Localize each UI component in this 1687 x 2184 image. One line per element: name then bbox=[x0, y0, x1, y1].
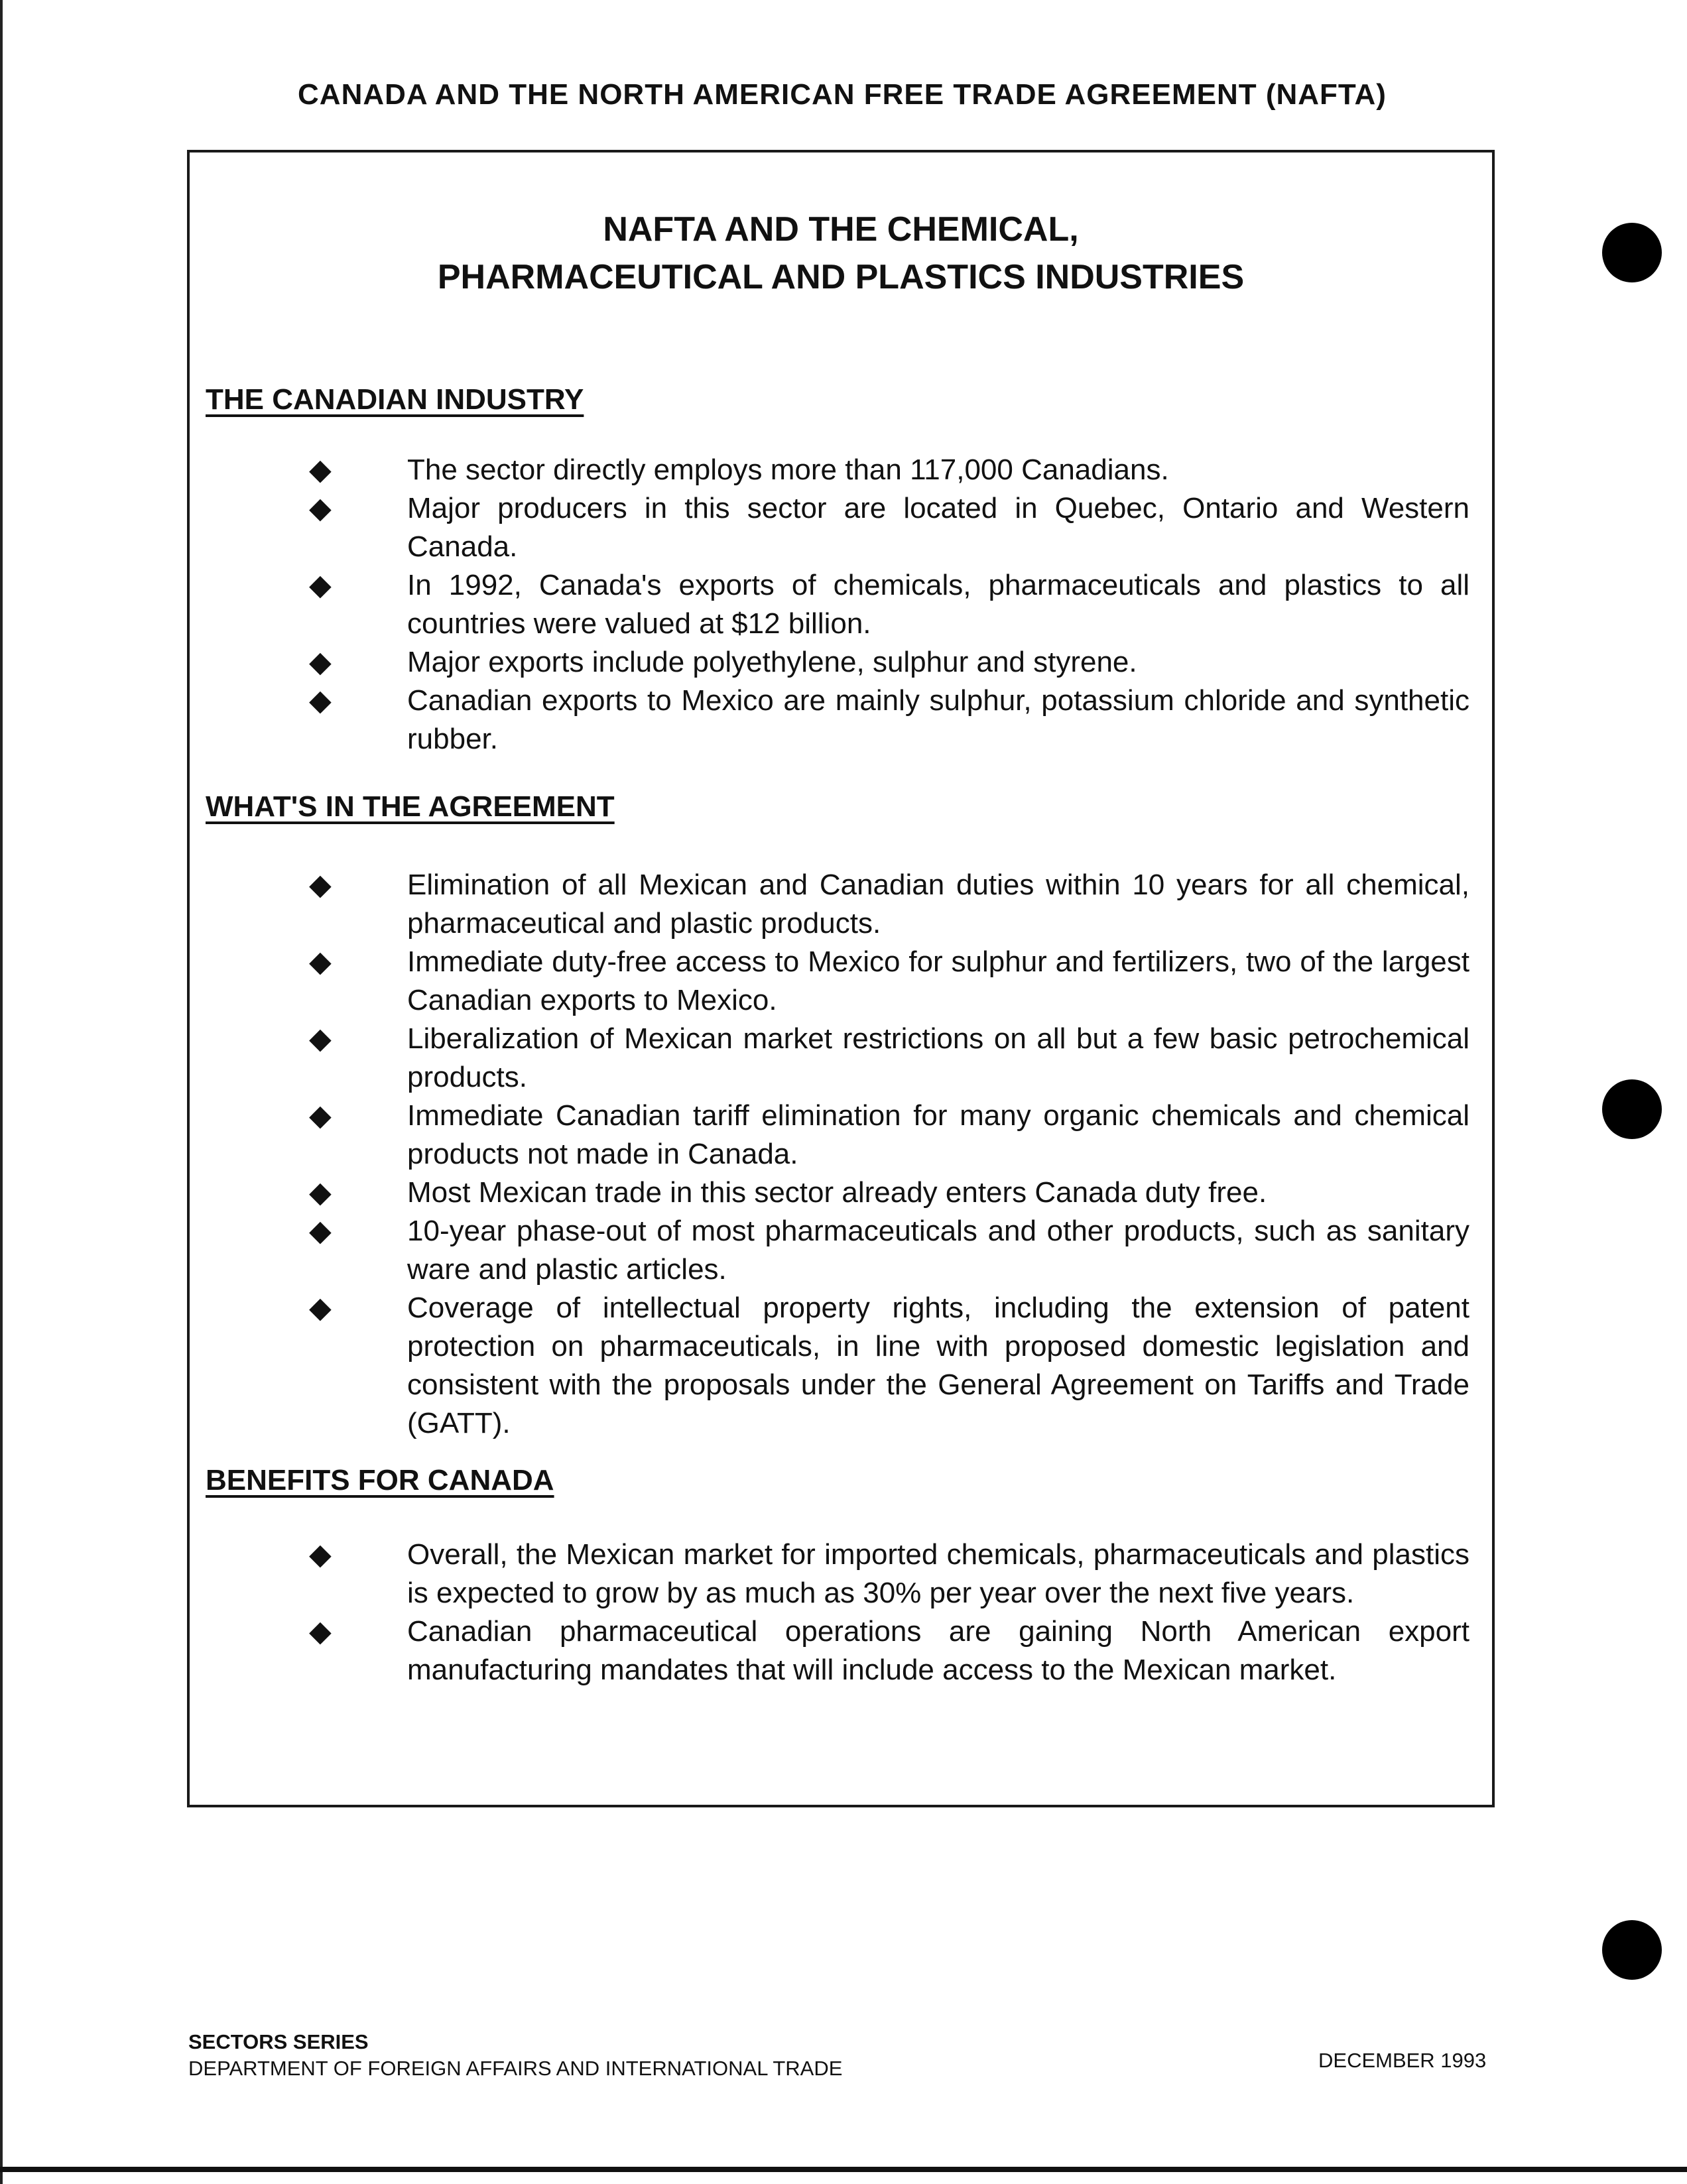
list-item bbox=[309, 451, 1469, 489]
running-header: CANADA AND THE NORTH AMERICAN FREE TRADE AGREEMENT (NAFTA) bbox=[298, 78, 1387, 111]
diamond-bullet-icon: ◆ bbox=[309, 569, 332, 601]
content-box bbox=[187, 150, 1495, 1807]
diamond-bullet-icon: ◆ bbox=[309, 1615, 332, 1648]
bullet-list-canadian-industry bbox=[309, 451, 1469, 758]
diamond-bullet-icon: ◆ bbox=[309, 684, 332, 717]
document-title-line-2: PHARMACEUTICAL AND PLASTICS INDUSTRIES bbox=[437, 258, 1245, 296]
list-item bbox=[309, 1097, 1469, 1174]
list-item-text: Liberalization of Mexican market restrictions on all but a few basic petrochemical products. bbox=[407, 1022, 1469, 1093]
list-item-text: Major producers in this sector are located in Quebec, Ontario and Western Canada. bbox=[407, 492, 1469, 563]
list-item-text: Immediate duty-free access to Mexico for sulphur and fertilizers, two of the largest Canadian exports to Mexico. bbox=[407, 945, 1469, 1016]
punch-hole-icon bbox=[1602, 223, 1662, 282]
diamond-bullet-icon: ◆ bbox=[309, 869, 332, 901]
scan-left-edge bbox=[0, 0, 3, 2184]
list-item-text: Canadian pharmaceutical operations are gaining North American export manufacturing mandates that will include access to the Mexican market. bbox=[407, 1615, 1469, 1686]
scan-bottom-edge bbox=[0, 2167, 1687, 2172]
footer-series: SECTORS SERIES bbox=[188, 2030, 369, 2053]
list-item-text: 10-year phase-out of most pharmaceuticals and other products, such as sanitary ware and plastic articles. bbox=[407, 1215, 1469, 1286]
list-item-text: Most Mexican trade in this sector already enters Canada duty free. bbox=[407, 1176, 1267, 1209]
list-item bbox=[309, 1212, 1469, 1289]
list-item bbox=[309, 1020, 1469, 1097]
list-item bbox=[309, 943, 1469, 1020]
list-item-text: Coverage of intellectual property rights, including the extension of patent protection on pharmaceuticals, in line with proposed domestic legislation and consistent with the proposals under the General Agreement on Tariffs and Trade (GATT). bbox=[407, 1292, 1469, 1439]
diamond-bullet-icon: ◆ bbox=[309, 1022, 332, 1055]
list-item-text: Immediate Canadian tariff elimination for many organic chemicals and chemical products not made in Canada. bbox=[407, 1099, 1469, 1170]
list-item bbox=[309, 1289, 1469, 1443]
list-item-text: Overall, the Mexican market for imported chemicals, pharmaceuticals and plastics is expected to grow by as much as 30% per year over the next five years. bbox=[407, 1538, 1469, 1609]
list-item bbox=[309, 1174, 1469, 1212]
document-title-line-1: NAFTA AND THE CHEMICAL, bbox=[603, 210, 1079, 249]
diamond-bullet-icon: ◆ bbox=[309, 1176, 332, 1209]
diamond-bullet-icon: ◆ bbox=[309, 646, 332, 678]
diamond-bullet-icon: ◆ bbox=[309, 454, 332, 486]
list-item bbox=[309, 643, 1469, 682]
list-item-text: Elimination of all Mexican and Canadian duties within 10 years for all chemical, pharmaceutical and plastic products. bbox=[407, 869, 1469, 940]
list-item bbox=[309, 566, 1469, 643]
document-title bbox=[190, 206, 1492, 301]
list-item bbox=[309, 489, 1469, 566]
list-item bbox=[309, 1612, 1469, 1689]
section-heading-benefits: BENEFITS FOR CANADA bbox=[206, 1464, 554, 1496]
diamond-bullet-icon: ◆ bbox=[309, 1099, 332, 1132]
bullet-list-benefits bbox=[309, 1536, 1469, 1689]
list-item-text: The sector directly employs more than 117,000 Canadians. bbox=[407, 454, 1169, 486]
bullet-list-agreement bbox=[309, 866, 1469, 1443]
list-item bbox=[309, 682, 1469, 758]
list-item bbox=[309, 1536, 1469, 1612]
punch-hole-icon bbox=[1602, 1920, 1662, 1980]
section-heading-canadian-industry: THE CANADIAN INDUSTRY bbox=[206, 383, 584, 416]
list-item-text: In 1992, Canada's exports of chemicals, pharmaceuticals and plastics to all countries were valued at $12 billion. bbox=[407, 569, 1469, 640]
list-item-text: Canadian exports to Mexico are mainly sulphur, potassium chloride and synthetic rubber. bbox=[407, 684, 1469, 755]
list-item bbox=[309, 866, 1469, 943]
diamond-bullet-icon: ◆ bbox=[309, 1292, 332, 1324]
footer-date: DECEMBER 1993 bbox=[1318, 2049, 1487, 2072]
diamond-bullet-icon: ◆ bbox=[309, 945, 332, 978]
diamond-bullet-icon: ◆ bbox=[309, 1215, 332, 1247]
section-heading-agreement: WHAT'S IN THE AGREEMENT bbox=[206, 790, 615, 823]
diamond-bullet-icon: ◆ bbox=[309, 492, 332, 524]
list-item-text: Major exports include polyethylene, sulphur and styrene. bbox=[407, 646, 1137, 678]
diamond-bullet-icon: ◆ bbox=[309, 1538, 332, 1571]
footer-department: DEPARTMENT OF FOREIGN AFFAIRS AND INTERNATIONAL TRADE bbox=[188, 2057, 843, 2080]
punch-hole-icon bbox=[1602, 1079, 1662, 1139]
